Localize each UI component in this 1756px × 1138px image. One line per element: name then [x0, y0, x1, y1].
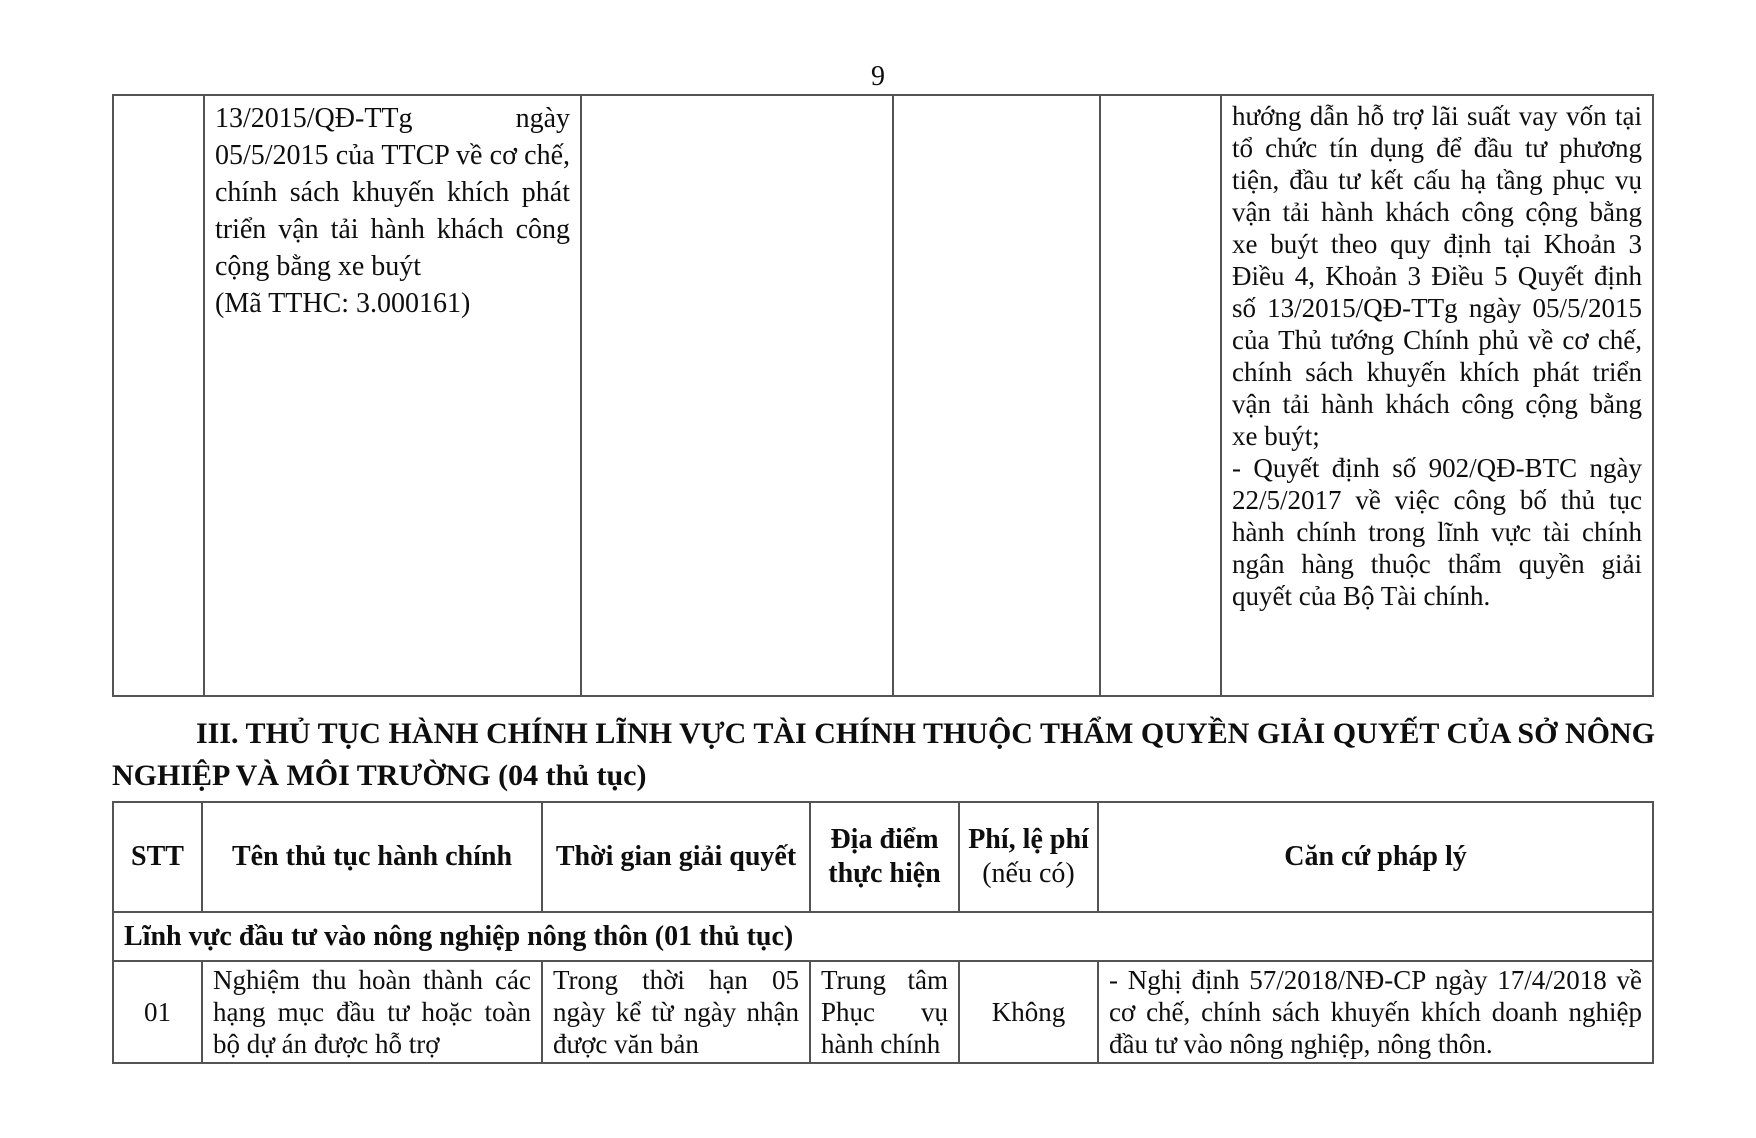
- field-section-row: [113, 912, 1653, 961]
- procedure-code-text: (Mã TTHC: 3.000161): [215, 288, 471, 319]
- stt-cell: 01: [113, 961, 202, 1063]
- procedure-row: [113, 961, 1653, 1063]
- header-fee: [959, 802, 1098, 912]
- legal-basis-text-1: hướng dẫn hỗ trợ lãi suất vay vốn tại tổ chức tín dụng để đầu tư phương tiện, đầu tư kết cấu hạ tầng phục vụ vận tải hành khách công cộng bằng xe buýt theo quy định tại Khoản 3 Điều 4, Khoản 3 Điều 5 Quyết định số 13/2015/QĐ-TTg ngày 05/5/2015 của Thủ tướng Chính phủ về cơ chế, chính sách khuyến khích phát triển vận tải hành khách công cộng bằng xe buýt;: [1232, 101, 1642, 451]
- procedures-table: [112, 801, 1654, 1064]
- procedure-name-cell: [204, 95, 581, 696]
- processing-time-cell-empty: [581, 95, 893, 696]
- field-section-label: Lĩnh vực đầu tư vào nông nghiệp nông thôn (01 thủ tục): [113, 912, 1653, 961]
- stt-cell-empty: [113, 95, 204, 696]
- section-heading: III. THỦ TỤC HÀNH CHÍNH LĨNH VỰC TÀI CHÍNH THUỘC THẨM QUYỀN GIẢI QUYẾT CỦA SỞ NÔNG NGHIỆP VÀ MÔI TRƯỜNG (04 thủ tục): [112, 717, 1655, 792]
- continuation-table: [112, 94, 1654, 697]
- page-number: 9: [871, 61, 885, 92]
- header-fee-bold: Phí, lệ phí: [968, 824, 1089, 855]
- legal-basis-cell: [1221, 95, 1653, 696]
- processing-time-cell: Trong thời hạn 05 ngày kể từ ngày nhận được văn bản: [542, 961, 810, 1063]
- legal-basis-cell: - Nghị định 57/2018/NĐ-CP ngày 17/4/2018 về cơ chế, chính sách khuyến khích doanh nghiệp đầu tư vào nông nghiệp, nông thôn.: [1098, 961, 1653, 1063]
- header-processing-time: Thời gian giải quyết: [542, 802, 810, 912]
- header-procedure-name: Tên thủ tục hành chính: [202, 802, 542, 912]
- continuation-row: [113, 95, 1653, 696]
- fee-cell: Không: [959, 961, 1098, 1063]
- header-fee-normal: (nếu có): [982, 858, 1075, 889]
- legal-basis-text-2: - Quyết định số 902/QĐ-BTC ngày 22/5/2017 về việc công bố thủ tục hành chính trong lĩnh vực tài chính ngân hàng thuộc thẩm quyền giải quyết của Bộ Tài chính.: [1232, 453, 1642, 611]
- fee-cell-empty: [1100, 95, 1221, 696]
- location-cell: Trung tâm Phục vụ hành chính: [810, 961, 959, 1063]
- header-location: Địa điểm thực hiện: [810, 802, 959, 912]
- procedure-name-text: 13/2015/QĐ-TTg ngày 05/5/2015 của TTCP về cơ chế, chính sách khuyến khích phát triển vận tải hành khách công cộng bằng xe buýt: [215, 103, 570, 282]
- table-header-row: [113, 802, 1653, 912]
- location-cell-empty: [893, 95, 1100, 696]
- header-legal-basis: Căn cứ pháp lý: [1098, 802, 1653, 912]
- header-stt: STT: [113, 802, 202, 912]
- procedure-name-cell: Nghiệm thu hoàn thành các hạng mục đầu tư hoặc toàn bộ dự án được hỗ trợ: [202, 961, 542, 1063]
